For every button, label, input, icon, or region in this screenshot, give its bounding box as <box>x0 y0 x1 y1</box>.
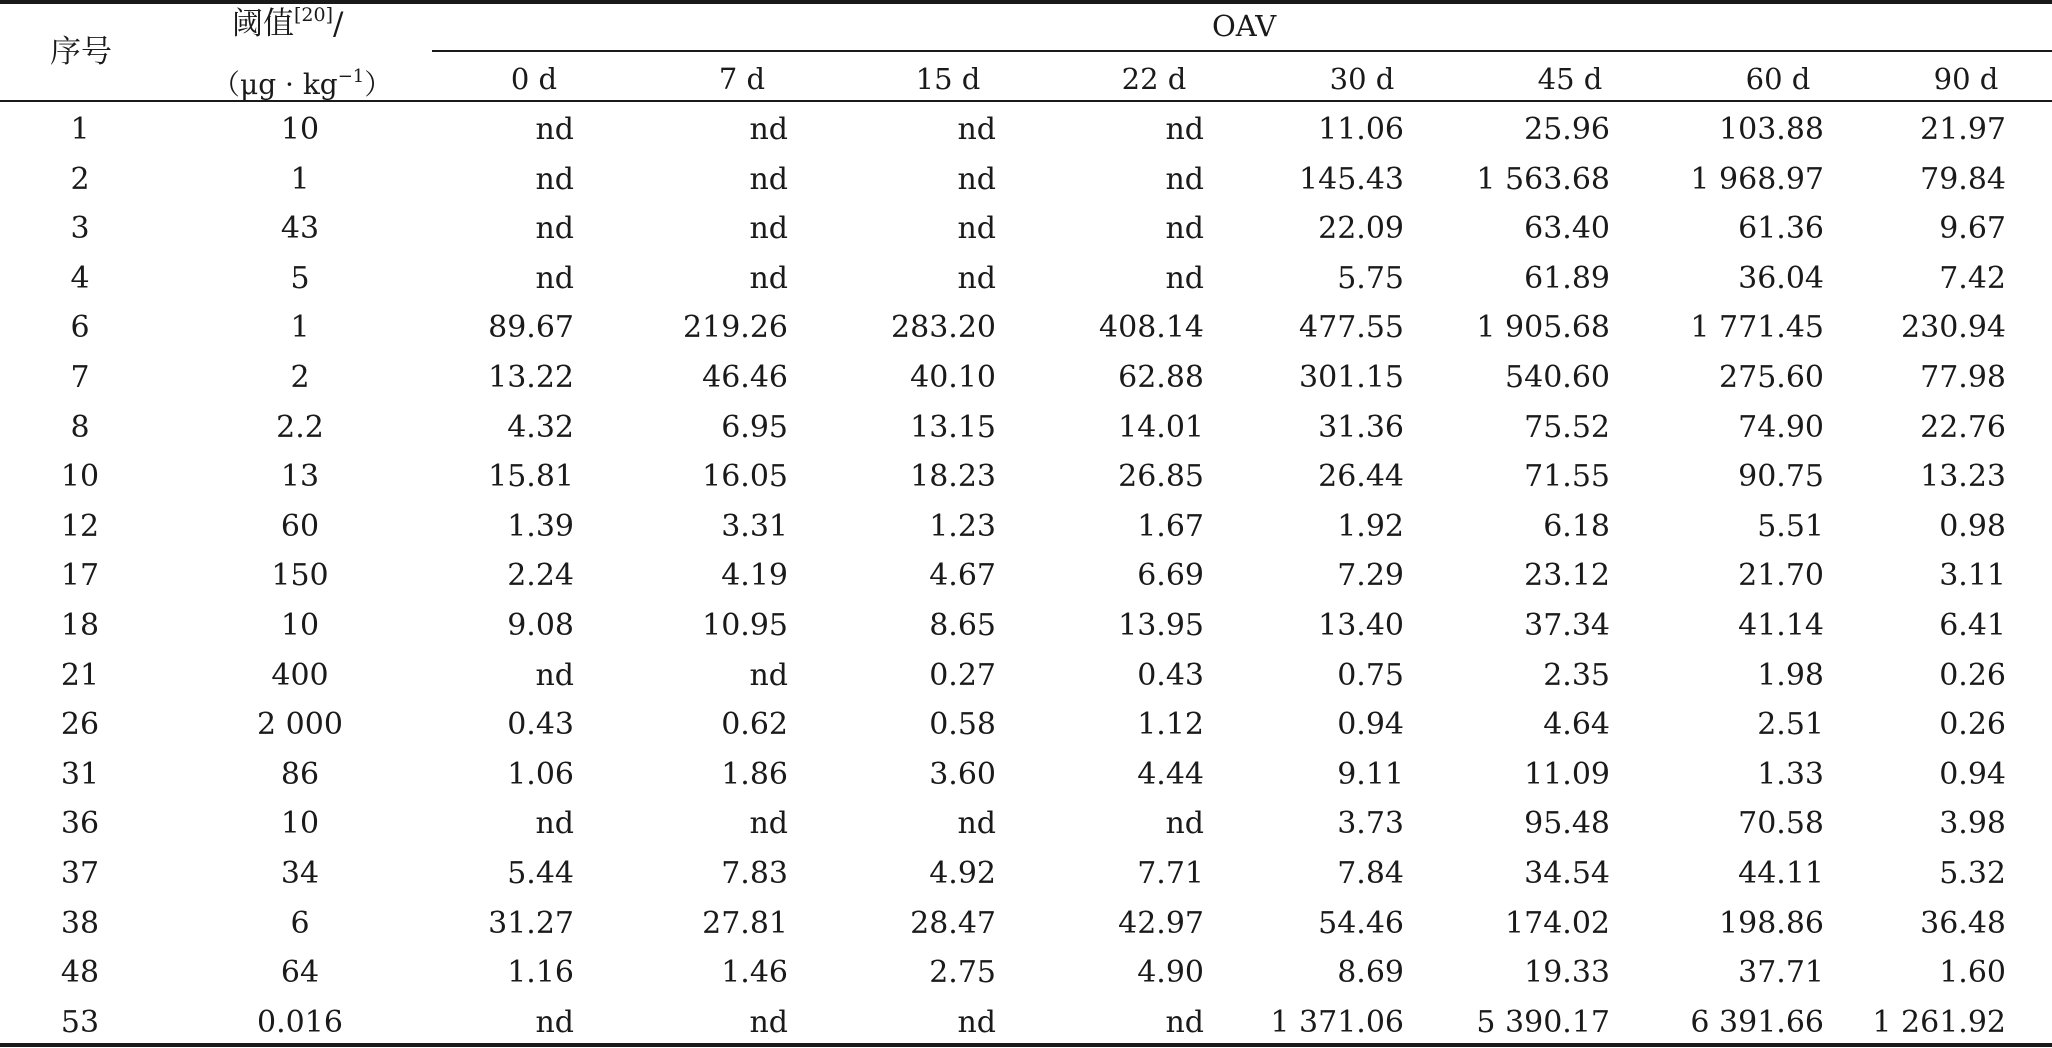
cell-oav-15d: 40.10 <box>910 359 996 395</box>
cell-oav-7d: 0.62 <box>721 707 788 743</box>
cell-oav-22d: 14.01 <box>1118 409 1204 445</box>
cell-oav-60d: 1 968.97 <box>1690 161 1824 197</box>
cell-oav-30d: 7.29 <box>1337 558 1404 594</box>
cell-oav-7d: 16.05 <box>702 459 788 495</box>
cell-oav-15d: 2.75 <box>929 955 996 991</box>
cell-oav-30d: 0.94 <box>1337 707 1404 743</box>
cell-oav-30d: 7.84 <box>1337 855 1404 891</box>
cell-threshold: 64 <box>280 955 320 991</box>
cell-oav-90d: 13.23 <box>1920 459 2006 495</box>
cell-oav-45d: 75.52 <box>1524 409 1610 445</box>
cell-oav-45d: 5 390.17 <box>1476 1004 1610 1040</box>
cell-oav-60d: 21.70 <box>1738 558 1824 594</box>
cell-oav-45d: 2.35 <box>1543 657 1610 693</box>
cell-oav-90d: 5.32 <box>1939 855 2006 891</box>
cell-oav-90d: 79.84 <box>1920 161 2006 197</box>
cell-oav-60d: 275.60 <box>1719 359 1824 395</box>
cell-oav-60d: 70.58 <box>1738 806 1824 842</box>
cell-oav-22d: nd <box>1165 1004 1204 1040</box>
cell-oav-15d: 4.92 <box>929 855 996 891</box>
cell-oav-7d: 7.83 <box>721 855 788 891</box>
cell-oav-90d: 0.26 <box>1939 707 2006 743</box>
cell-oav-7d: 6.95 <box>721 409 788 445</box>
cell-oav-30d: 13.40 <box>1318 607 1404 643</box>
cell-oav-22d: 0.43 <box>1137 657 1204 693</box>
header-threshold-unit <box>212 68 392 99</box>
cell-threshold: 150 <box>271 558 329 594</box>
table-row <box>0 999 2052 1048</box>
cell-seq: 26 <box>60 707 100 743</box>
cell-oav-7d: 1.46 <box>721 955 788 991</box>
cell-oav-22d: 4.90 <box>1137 955 1204 991</box>
cell-threshold: 86 <box>280 756 320 792</box>
cell-seq: 18 <box>60 607 100 643</box>
cell-oav-0d: nd <box>535 161 574 197</box>
table-row <box>0 205 2052 255</box>
header-threshold-ref: [20] <box>294 4 334 26</box>
table-row <box>0 800 2052 850</box>
cell-oav-7d: nd <box>749 806 788 842</box>
cell-oav-7d: nd <box>749 211 788 247</box>
table-row <box>0 652 2052 702</box>
cell-seq: 2 <box>70 161 90 197</box>
cell-seq: 12 <box>60 508 100 544</box>
cell-oav-60d: 36.04 <box>1738 260 1824 296</box>
cell-threshold: 2.2 <box>276 409 324 445</box>
cell-oav-45d: 1 563.68 <box>1476 161 1610 197</box>
cell-oav-30d: 0.75 <box>1337 657 1404 693</box>
cell-oav-60d: 1.33 <box>1757 756 1824 792</box>
table-row <box>0 255 2052 305</box>
table-row <box>0 106 2052 156</box>
cell-oav-60d: 41.14 <box>1738 607 1824 643</box>
table-row <box>0 751 2052 801</box>
table-row <box>0 602 2052 652</box>
cell-oav-30d: 22.09 <box>1318 211 1404 247</box>
cell-oav-30d: 477.55 <box>1299 310 1404 346</box>
header-threshold <box>232 6 343 40</box>
cell-oav-0d: 13.22 <box>488 359 574 395</box>
header-day-45: 45 d <box>1537 62 1603 96</box>
cell-oav-60d: 1 771.45 <box>1690 310 1824 346</box>
cell-threshold: 1 <box>290 310 310 346</box>
cell-seq: 3 <box>70 211 90 247</box>
cell-oav-30d: 3.73 <box>1337 806 1404 842</box>
cell-oav-60d: 74.90 <box>1738 409 1824 445</box>
table-row <box>0 701 2052 751</box>
cell-oav-22d: 4.44 <box>1137 756 1204 792</box>
cell-oav-15d: nd <box>957 260 996 296</box>
cell-oav-15d: 3.60 <box>929 756 996 792</box>
cell-oav-15d: 0.58 <box>929 707 996 743</box>
table-row <box>0 552 2052 602</box>
table-row <box>0 304 2052 354</box>
table-row <box>0 900 2052 950</box>
cell-oav-0d: nd <box>535 1004 574 1040</box>
cell-oav-15d: 28.47 <box>910 905 996 941</box>
cell-oav-0d: 31.27 <box>488 905 574 941</box>
header-threshold-slash: / <box>333 6 344 42</box>
cell-oav-0d: 1.39 <box>507 508 574 544</box>
cell-oav-90d: 1 261.92 <box>1872 1004 2006 1040</box>
header-day-7: 7 d <box>718 62 766 96</box>
cell-threshold: 13 <box>280 459 320 495</box>
cell-oav-60d: 103.88 <box>1719 112 1824 147</box>
table-row <box>0 156 2052 206</box>
cell-oav-22d: nd <box>1165 806 1204 842</box>
cell-oav-45d: 95.48 <box>1524 806 1610 842</box>
cell-oav-90d: 21.97 <box>1920 112 2006 147</box>
cell-oav-22d: 62.88 <box>1118 359 1204 395</box>
cell-oav-30d: 54.46 <box>1318 905 1404 941</box>
cell-oav-7d: 219.26 <box>683 310 788 346</box>
cell-oav-90d: 9.67 <box>1939 211 2006 247</box>
cell-oav-90d: 36.48 <box>1920 905 2006 941</box>
cell-oav-45d: 6.18 <box>1543 508 1610 544</box>
cell-threshold: 2 <box>290 359 310 395</box>
cell-oav-60d: 2.51 <box>1757 707 1824 743</box>
cell-oav-0d: nd <box>535 806 574 842</box>
cell-threshold: 1 <box>290 161 310 197</box>
cell-oav-0d: 0.43 <box>507 707 574 743</box>
cell-threshold: 6 <box>290 905 310 941</box>
header-oav: OAV <box>1212 9 1277 43</box>
cell-oav-15d: 8.65 <box>929 607 996 643</box>
cell-oav-45d: 11.09 <box>1524 756 1610 792</box>
cell-oav-0d: nd <box>535 260 574 296</box>
cell-oav-60d: 61.36 <box>1738 211 1824 247</box>
cell-threshold: 0.016 <box>257 1004 343 1040</box>
cell-oav-0d: nd <box>535 211 574 247</box>
cell-oav-22d: nd <box>1165 260 1204 296</box>
cell-oav-30d: 26.44 <box>1318 459 1404 495</box>
cell-oav-90d: 7.42 <box>1939 260 2006 296</box>
cell-oav-7d: nd <box>749 161 788 197</box>
cell-oav-22d: 6.69 <box>1137 558 1204 594</box>
cell-threshold: 34 <box>280 855 320 891</box>
cell-oav-7d: 4.19 <box>721 558 788 594</box>
cell-seq: 6 <box>70 310 90 346</box>
cell-oav-22d: nd <box>1165 161 1204 197</box>
cell-oav-90d: 77.98 <box>1920 359 2006 395</box>
cell-oav-7d: 1.86 <box>721 756 788 792</box>
cell-seq: 10 <box>60 459 100 495</box>
cell-oav-15d: 4.67 <box>929 558 996 594</box>
table-row <box>0 850 2052 900</box>
cell-oav-30d: 8.69 <box>1337 955 1404 991</box>
cell-oav-22d: 1.67 <box>1137 508 1204 544</box>
table-row <box>0 354 2052 404</box>
cell-oav-60d: 198.86 <box>1719 905 1824 941</box>
cell-oav-7d: nd <box>749 260 788 296</box>
cell-oav-30d: 1.92 <box>1337 508 1404 544</box>
cell-oav-45d: 1 905.68 <box>1476 310 1610 346</box>
header-seq: 序号 <box>50 34 112 70</box>
cell-seq: 1 <box>70 112 90 147</box>
cell-oav-0d: 9.08 <box>507 607 574 643</box>
cell-oav-45d: 61.89 <box>1524 260 1610 296</box>
cell-oav-0d: 89.67 <box>488 310 574 346</box>
cell-oav-0d: 15.81 <box>488 459 574 495</box>
cell-oav-15d: 0.27 <box>929 657 996 693</box>
cell-oav-22d: nd <box>1165 112 1204 147</box>
cell-oav-30d: 145.43 <box>1299 161 1404 197</box>
cell-oav-90d: 230.94 <box>1901 310 2006 346</box>
cell-oav-15d: 13.15 <box>910 409 996 445</box>
cell-oav-22d: 13.95 <box>1118 607 1204 643</box>
cell-oav-60d: 6 391.66 <box>1690 1004 1824 1040</box>
cell-threshold: 10 <box>280 607 320 643</box>
cell-oav-22d: 26.85 <box>1118 459 1204 495</box>
cell-threshold: 400 <box>271 657 329 693</box>
cell-oav-45d: 4.64 <box>1543 707 1610 743</box>
cell-oav-60d: 90.75 <box>1738 459 1824 495</box>
cell-oav-45d: 23.12 <box>1524 558 1610 594</box>
header-day-30: 30 d <box>1329 62 1395 96</box>
cell-seq: 37 <box>60 855 100 891</box>
cell-oav-7d: 46.46 <box>702 359 788 395</box>
cell-oav-7d: nd <box>749 112 788 147</box>
cell-oav-15d: 283.20 <box>891 310 996 346</box>
cell-seq: 38 <box>60 905 100 941</box>
cell-oav-60d: 5.51 <box>1757 508 1824 544</box>
header-unit-exp: −1 <box>337 66 365 87</box>
cell-oav-45d: 19.33 <box>1524 955 1610 991</box>
cell-oav-15d: nd <box>957 1004 996 1040</box>
cell-oav-15d: 1.23 <box>929 508 996 544</box>
cell-oav-45d: 25.96 <box>1524 112 1610 147</box>
header-day-0: 0 d <box>510 62 558 96</box>
cell-oav-7d: nd <box>749 1004 788 1040</box>
cell-oav-15d: nd <box>957 211 996 247</box>
cell-oav-0d: 5.44 <box>507 855 574 891</box>
cell-oav-22d: 408.14 <box>1099 310 1204 346</box>
cell-oav-15d: nd <box>957 112 996 147</box>
cell-oav-45d: 34.54 <box>1524 855 1610 891</box>
cell-threshold: 43 <box>280 211 320 247</box>
cell-oav-0d: nd <box>535 112 574 147</box>
cell-oav-22d: nd <box>1165 211 1204 247</box>
cell-seq: 7 <box>70 359 90 395</box>
cell-seq: 17 <box>60 558 100 594</box>
cell-seq: 31 <box>60 756 100 792</box>
header-day-60: 60 d <box>1745 62 1811 96</box>
header-threshold-label: 阈值 <box>232 6 294 42</box>
table-row <box>0 453 2052 503</box>
cell-oav-45d: 71.55 <box>1524 459 1610 495</box>
cell-oav-45d: 37.34 <box>1524 607 1610 643</box>
cell-oav-30d: 11.06 <box>1318 112 1404 147</box>
cell-oav-0d: nd <box>535 657 574 693</box>
cell-threshold: 60 <box>280 508 320 544</box>
cell-seq: 21 <box>60 657 100 693</box>
cell-oav-7d: 10.95 <box>702 607 788 643</box>
cell-oav-90d: 3.11 <box>1939 558 2006 594</box>
cell-oav-15d: nd <box>957 161 996 197</box>
oav-group-rule <box>432 50 2052 52</box>
cell-threshold: 5 <box>290 260 310 296</box>
cell-oav-90d: 0.94 <box>1939 756 2006 792</box>
table-row <box>0 503 2052 553</box>
cell-oav-0d: 1.06 <box>507 756 574 792</box>
cell-oav-60d: 1.98 <box>1757 657 1824 693</box>
header-day-15: 15 d <box>915 62 981 96</box>
cell-seq: 53 <box>60 1004 100 1040</box>
cell-oav-90d: 3.98 <box>1939 806 2006 842</box>
cell-threshold: 10 <box>280 112 320 147</box>
cell-oav-90d: 0.98 <box>1939 508 2006 544</box>
cell-threshold: 10 <box>280 806 320 842</box>
cell-oav-45d: 63.40 <box>1524 211 1610 247</box>
cell-oav-30d: 31.36 <box>1318 409 1404 445</box>
cell-seq: 8 <box>70 409 90 445</box>
cell-oav-0d: 1.16 <box>507 955 574 991</box>
cell-oav-60d: 37.71 <box>1738 955 1824 991</box>
header-day-90: 90 d <box>1933 62 1999 96</box>
cell-seq: 4 <box>70 260 90 296</box>
cell-oav-30d: 5.75 <box>1337 260 1404 296</box>
cell-oav-45d: 540.60 <box>1505 359 1610 395</box>
cell-oav-22d: 42.97 <box>1118 905 1204 941</box>
cell-seq: 36 <box>60 806 100 842</box>
table-row <box>0 949 2052 999</box>
cell-oav-15d: nd <box>957 806 996 842</box>
cell-oav-60d: 44.11 <box>1738 855 1824 891</box>
cell-oav-15d: 18.23 <box>910 459 996 495</box>
cell-oav-7d: 27.81 <box>702 905 788 941</box>
table-row <box>0 404 2052 454</box>
cell-oav-90d: 1.60 <box>1939 955 2006 991</box>
cell-oav-22d: 1.12 <box>1137 707 1204 743</box>
header-unit-open: （μg · kg <box>212 68 338 101</box>
cell-oav-30d: 1 371.06 <box>1270 1004 1404 1040</box>
header-unit-close: ） <box>364 68 393 101</box>
cell-oav-7d: 3.31 <box>721 508 788 544</box>
cell-oav-90d: 0.26 <box>1939 657 2006 693</box>
cell-oav-45d: 174.02 <box>1505 905 1610 941</box>
cell-oav-90d: 6.41 <box>1939 607 2006 643</box>
table-body <box>0 106 2052 1048</box>
cell-oav-90d: 22.76 <box>1920 409 2006 445</box>
cell-oav-22d: 7.71 <box>1137 855 1204 891</box>
cell-oav-0d: 4.32 <box>507 409 574 445</box>
cell-seq: 48 <box>60 955 100 991</box>
cell-oav-7d: nd <box>749 657 788 693</box>
cell-threshold: 2 000 <box>257 707 343 743</box>
cell-oav-0d: 2.24 <box>507 558 574 594</box>
header-day-22: 22 d <box>1121 62 1187 96</box>
cell-oav-30d: 9.11 <box>1337 756 1404 792</box>
cell-oav-30d: 301.15 <box>1299 359 1404 395</box>
